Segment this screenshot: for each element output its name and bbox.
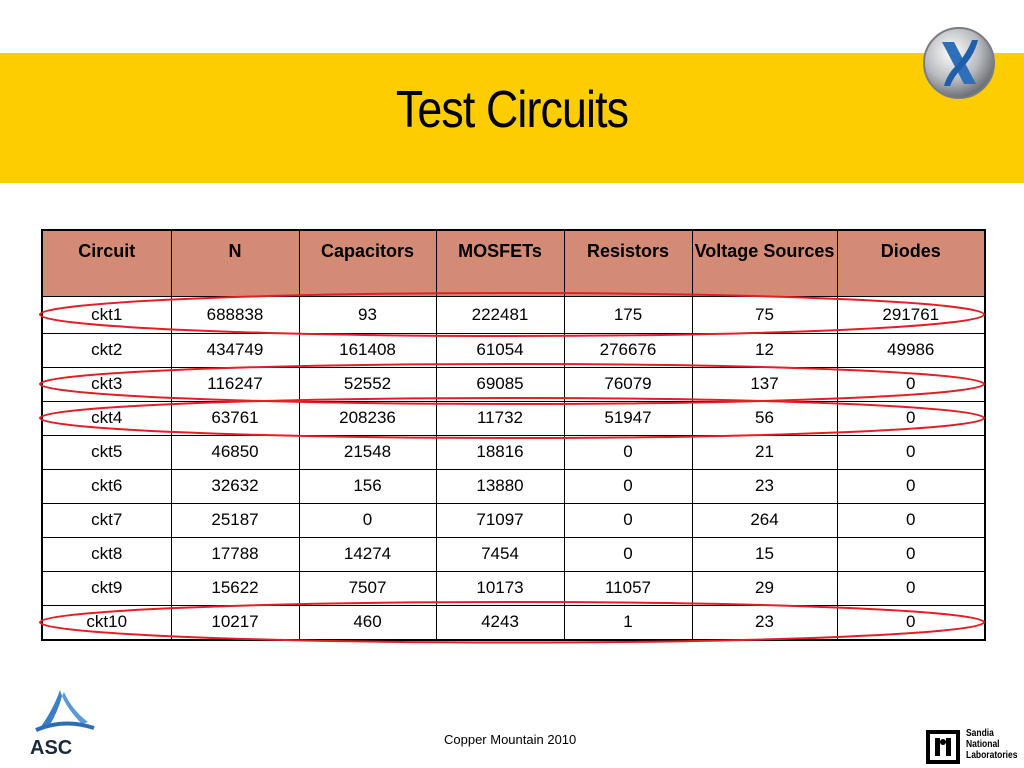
table-cell: 14274: [299, 537, 436, 571]
table-cell: 10173: [436, 571, 564, 605]
table-cell: 0: [299, 503, 436, 537]
table-cell: 161408: [299, 333, 436, 367]
table-cell: 137: [692, 367, 837, 401]
table-cell: ckt7: [42, 503, 171, 537]
table-cell: ckt8: [42, 537, 171, 571]
table-cell: ckt1: [42, 296, 171, 333]
table-cell: 12: [692, 333, 837, 367]
table-row: [42, 605, 985, 640]
column-header: MOSFETs: [436, 230, 564, 296]
table-cell: 0: [837, 503, 985, 537]
table-cell: 15622: [171, 571, 299, 605]
table-row: [42, 401, 985, 435]
slide-title: Test Circuits: [395, 81, 629, 139]
table-cell: 0: [837, 367, 985, 401]
sandia-line-2: National: [966, 739, 1000, 750]
table-cell: 0: [564, 537, 692, 571]
table-row: [42, 333, 985, 367]
sandia-logo-text: [966, 728, 1017, 761]
circuit-table: [41, 229, 986, 641]
table-cell: 11732: [436, 401, 564, 435]
table-cell: 434749: [171, 333, 299, 367]
table-cell: 21548: [299, 435, 436, 469]
table-cell: 4243: [436, 605, 564, 640]
table-cell: 116247: [171, 367, 299, 401]
table-cell: 0: [564, 435, 692, 469]
table-cell: 460: [299, 605, 436, 640]
table-row: [42, 367, 985, 401]
table-cell: ckt6: [42, 469, 171, 503]
table-cell: 51947: [564, 401, 692, 435]
table-row: [42, 469, 985, 503]
table-cell: 32632: [171, 469, 299, 503]
table-cell: 11057: [564, 571, 692, 605]
table-cell: 208236: [299, 401, 436, 435]
table-cell: 0: [564, 469, 692, 503]
table-cell: 61054: [436, 333, 564, 367]
table-cell: 0: [837, 605, 985, 640]
column-header: Capacitors: [299, 230, 436, 296]
table-cell: 71097: [436, 503, 564, 537]
table-cell: 76079: [564, 367, 692, 401]
table-cell: 1: [564, 605, 692, 640]
table-cell: ckt10: [42, 605, 171, 640]
table-cell: 23: [692, 605, 837, 640]
table-cell: 52552: [299, 367, 436, 401]
footer-text: Copper Mountain 2010: [444, 732, 577, 747]
column-header: Voltage Sources: [692, 230, 837, 296]
table-cell: 10217: [171, 605, 299, 640]
table-cell: 69085: [436, 367, 564, 401]
circuit-table-container: [41, 229, 984, 641]
table-cell: 222481: [436, 296, 564, 333]
table-cell: 276676: [564, 333, 692, 367]
x-logo-icon: [922, 26, 996, 100]
table-cell: 25187: [171, 503, 299, 537]
column-header: N: [171, 230, 299, 296]
table-cell: ckt3: [42, 367, 171, 401]
table-cell: 0: [837, 537, 985, 571]
table-cell: 93: [299, 296, 436, 333]
table-cell: 75: [692, 296, 837, 333]
sandia-line-1: Sandia: [966, 728, 994, 739]
table-row: [42, 537, 985, 571]
table-cell: 49986: [837, 333, 985, 367]
column-header: Resistors: [564, 230, 692, 296]
asc-logo-icon: [24, 688, 104, 760]
table-cell: ckt5: [42, 435, 171, 469]
table-cell: 29: [692, 571, 837, 605]
table-cell: 13880: [436, 469, 564, 503]
table-cell: 7454: [436, 537, 564, 571]
table-cell: 63761: [171, 401, 299, 435]
table-cell: 17788: [171, 537, 299, 571]
table-cell: 688838: [171, 296, 299, 333]
table-row: [42, 435, 985, 469]
table-cell: 0: [837, 571, 985, 605]
table-cell: 0: [837, 401, 985, 435]
table-row: [42, 503, 985, 537]
table-cell: 15: [692, 537, 837, 571]
table-cell: ckt2: [42, 333, 171, 367]
table-cell: 0: [837, 435, 985, 469]
table-row: [42, 571, 985, 605]
table-cell: 291761: [837, 296, 985, 333]
table-cell: 156: [299, 469, 436, 503]
table-cell: 18816: [436, 435, 564, 469]
table-cell: 56: [692, 401, 837, 435]
column-header: Diodes: [837, 230, 985, 296]
table-cell: ckt4: [42, 401, 171, 435]
column-header: Circuit: [42, 230, 171, 296]
table-cell: 23: [692, 469, 837, 503]
table-header-row: [42, 230, 985, 296]
table-cell: 175: [564, 296, 692, 333]
table-row: [42, 296, 985, 333]
table-cell: 0: [564, 503, 692, 537]
asc-logo-text: ASC: [30, 737, 73, 759]
table-cell: 264: [692, 503, 837, 537]
table-cell: 0: [837, 469, 985, 503]
sandia-line-3: Laboratories: [966, 750, 1018, 761]
table-cell: 46850: [171, 435, 299, 469]
table-cell: 7507: [299, 571, 436, 605]
table-cell: ckt9: [42, 571, 171, 605]
table-cell: 21: [692, 435, 837, 469]
